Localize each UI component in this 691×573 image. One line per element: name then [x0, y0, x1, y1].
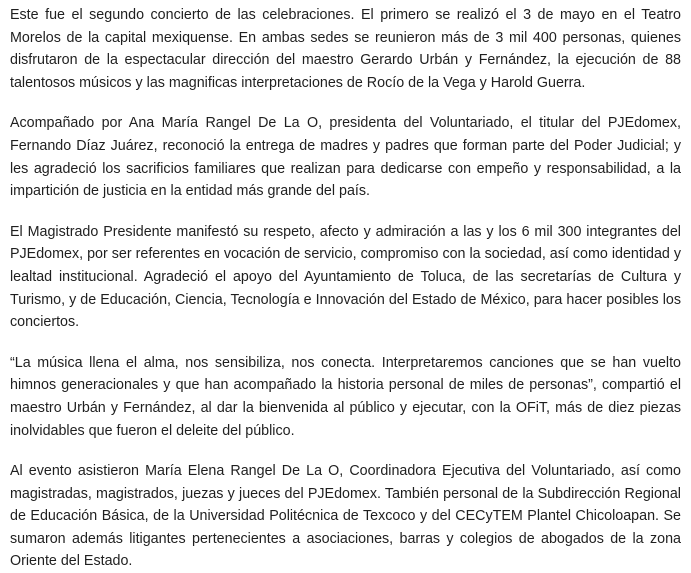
- paragraph-second-concert: Este fue el segundo concierto de las celebraciones. El primero se realizó el 3 de mayo en el Teatro Morelos de la capital mexiquense. En ambas sedes se reunieron más de 3 mil 400 personas, quienes disfrutaron de la espectacular dirección del maestro Gerardo Urbán y Fernández, la ejecución de 88 talentosos músicos y las magnificas interpretaciones de Rocío de la Vega y Harold Guerra.: [10, 7, 681, 91]
- paragraph-attendees: Al evento asistieron María Elena Rangel De La O, Coordinadora Ejecutiva del Voluntariado, así como magistradas, magistrados, juezas y jueces del PJEdomex. También personal de la Subdirección Regional de Educación Básica, de la Universidad Politécnica de Texcoco y del CECyTEM Plantel Chicoloapan. Se sumaron además litigantes pertenecientes a asociaciones, barras y colegios de abogados de la zona Oriente del Estado.: [10, 463, 681, 570]
- paragraph-music-quote: “La música llena el alma, nos sensibiliza, nos conecta. Interpretaremos canciones que se han vuelto himnos generacionales y que han acompañado la historia personal de miles de personas”, compartió el maestro Urbán y Fernández, al dar la bienvenida al público y ejecutar, con la OFiT, más de diez piezas inolvidables que fueron el deleite del público.: [10, 354, 681, 439]
- paragraph-president-thanks: El Magistrado Presidente manifestó su respeto, afecto y admiración a las y los 6 mil 300 integrantes del PJEdomex, por ser referentes en vocación de servicio, compromiso con la sociedad, así como identidad y lealtad institucional. Agradeció el apoyo del Ayuntamiento de Toluca, de las secretarías de Cultura y Turismo, y de Educación, Ciencia, Tecnología e Innovación del Estado de México, para hacer posibles los conciertos.: [10, 223, 681, 331]
- paragraph-recognition: Acompañado por Ana María Rangel De La O, presidenta del Voluntariado, el titular del PJEdomex, Fernando Díaz Juárez, reconoció la entrega de madres y padres que forman parte del Poder Judicial; y les agradeció los sacrificios familiares que realizan para dedicarse con empeño y responsabilidad, a la impartición de justicia en la entidad más grande del país.: [10, 115, 681, 200]
